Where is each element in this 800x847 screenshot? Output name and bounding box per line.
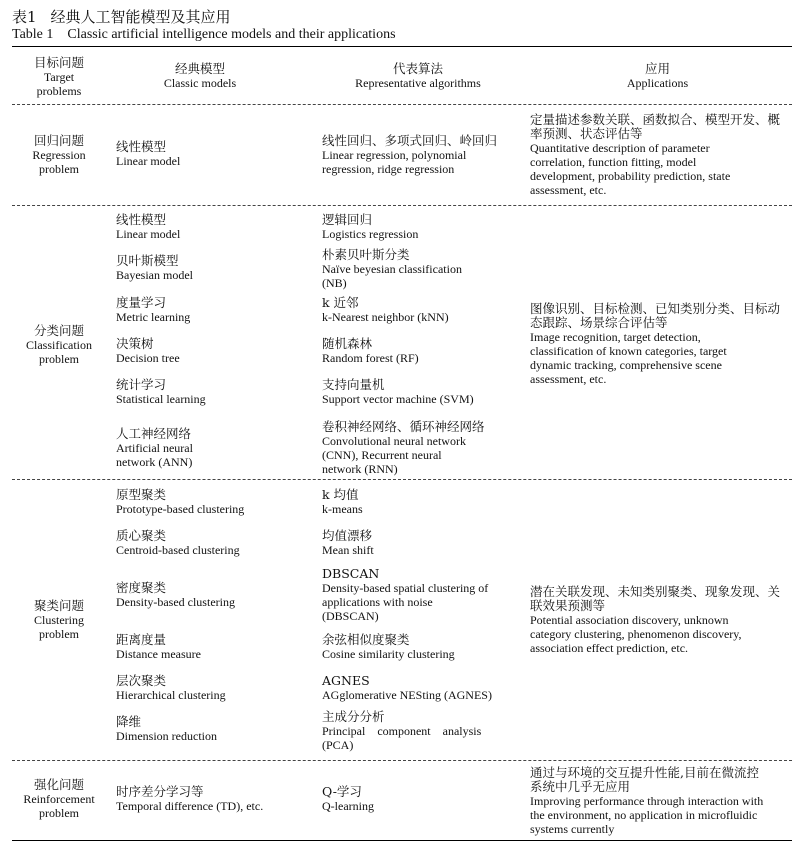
classification-algorithm-zh: 朴素贝叶斯分类 — [322, 247, 410, 262]
classification-algorithm-en: Naïve beyesian classification — [322, 262, 462, 276]
clustering-model-en: Hierarchical clustering — [116, 688, 226, 702]
header-algorithms — [318, 62, 518, 90]
classification-model-row — [116, 254, 193, 282]
classification-algorithm-en: k-Nearest neighbor (kNN) — [322, 310, 449, 324]
reinforcement-application — [530, 766, 792, 836]
header-target — [14, 56, 104, 98]
classification-algorithm-zh: k 近邻 — [322, 295, 359, 310]
clustering-model-row — [116, 633, 201, 661]
regression-rule — [12, 205, 792, 206]
regression-algorithm-en1: Linear regression, polynomial — [322, 148, 467, 162]
reinforcement-application-en3: systems currently — [530, 822, 615, 836]
classification-application-en2: classification of known categories, target — [530, 344, 727, 358]
classification-algorithm-en: Support vector machine (SVM) — [322, 392, 474, 406]
classification-model-row — [116, 337, 180, 365]
table-title-zh: 经典人工智能模型及其应用 — [50, 8, 231, 26]
clustering-model-zh: 密度聚类 — [116, 580, 167, 595]
reinforcement-algorithm — [322, 785, 522, 813]
regression-application-en2: correlation, function fitting, model — [530, 155, 697, 169]
clustering-model-zh: 层次聚类 — [116, 673, 167, 688]
classification-model-en2: network (ANN) — [116, 455, 193, 469]
clustering-target-en1: Clustering — [34, 613, 84, 627]
classification-model-row — [116, 378, 206, 406]
clustering-target-en2: problem — [39, 627, 79, 641]
classification-model-row — [116, 427, 193, 469]
classification-model-zh: 决策树 — [116, 336, 154, 351]
classification-application-en4: assessment, etc. — [530, 372, 607, 386]
reinforcement-application-en2: the environment, no application in microfluidic — [530, 808, 758, 822]
clustering-model-en: Dimension reduction — [116, 729, 217, 743]
regression-model — [116, 140, 306, 168]
clustering-model-en: Centroid-based clustering — [116, 543, 240, 557]
clustering-algorithm-en3: (DBSCAN) — [322, 609, 379, 623]
regression-model-zh: 线性模型 — [116, 139, 167, 154]
reinforcement-algorithm-zh: Q-学习 — [322, 784, 362, 799]
classification-model-en: Decision tree — [116, 351, 180, 365]
table-caption-zh — [12, 6, 231, 27]
classification-application-zh2: 态跟踪、场景综合评估等 — [530, 315, 668, 330]
regression-model-en: Linear model — [116, 154, 181, 168]
reinforcement-target-zh: 强化问题 — [33, 777, 84, 792]
clustering-algorithm-row — [322, 674, 492, 702]
regression-algorithm-en2: regression, ridge regression — [322, 162, 455, 176]
header-target-en2: problems — [36, 84, 82, 98]
classification-target-zh: 分类问题 — [33, 323, 84, 338]
classification-model-zh: 人工神经网络 — [116, 426, 192, 441]
classification-algorithm-row — [322, 378, 474, 406]
classification-application — [530, 302, 792, 386]
clustering-algorithm-zh: k 均值 — [322, 487, 359, 502]
regression-target-zh: 回归问题 — [33, 133, 84, 148]
classification-model-en: Artificial neural — [116, 441, 193, 455]
reinforcement-application-en1: Improving performance through interaction with — [530, 794, 764, 808]
regression-application — [530, 113, 792, 197]
reinforcement-model-en: Temporal difference (TD), etc. — [116, 799, 264, 813]
clustering-target — [14, 599, 104, 641]
reinforcement-algorithm-en: Q-learning — [322, 799, 374, 813]
regression-target-en2: problem — [39, 162, 79, 176]
classification-model-row — [116, 213, 180, 241]
reinforcement-application-zh1: 通过与环境的交互提升性能,目前在微流控 — [530, 765, 759, 780]
clustering-algorithm-row — [322, 710, 517, 752]
classification-algorithm-en: Convolutional neural network — [322, 434, 466, 448]
clustering-algorithm-zh: 余弦相似度聚类 — [322, 632, 410, 647]
clustering-application-zh1: 潜在关联发现、未知类别聚类、现象发现、关 — [530, 584, 781, 599]
header-applications-zh: 应用 — [644, 61, 670, 76]
reinforcement-target-en2: problem — [39, 806, 79, 820]
clustering-algorithm-en2: applications with noise — [322, 595, 433, 609]
classification-target — [14, 324, 104, 366]
reinforcement-target — [14, 778, 104, 820]
clustering-algorithm-zh: 均值漂移 — [322, 528, 373, 543]
header-rule — [12, 104, 792, 105]
table-caption-en — [12, 27, 396, 43]
regression-target-en1: Regression — [32, 148, 86, 162]
classification-algorithm-en: Logistics regression — [322, 227, 419, 241]
regression-application-zh1: 定量描述参数关联、函数拟合、模型开发、概 — [530, 112, 781, 127]
clustering-algorithm-en: Mean shift — [322, 543, 374, 557]
clustering-model-en: Density-based clustering — [116, 595, 235, 609]
reinforcement-model — [116, 785, 316, 813]
classification-algorithm-row — [322, 337, 419, 365]
clustering-model-zh: 质心聚类 — [116, 528, 167, 543]
classification-target-en1: Classification — [26, 338, 92, 352]
clustering-model-zh: 降维 — [116, 714, 142, 729]
regression-algorithm — [322, 134, 522, 176]
classification-algorithm-zh: 卷积神经网络、循环神经网络 — [322, 419, 485, 434]
clustering-algorithm-row — [322, 567, 517, 623]
header-models-en: Classic models — [163, 76, 237, 90]
classification-algorithm-en2: (NB) — [322, 276, 347, 290]
classification-algorithm-en: Random forest (RF) — [322, 351, 419, 365]
classification-application-en3: dynamic tracking, comprehensive scene — [530, 358, 722, 372]
clustering-model-row — [116, 715, 217, 743]
clustering-algorithm-en: k-means — [322, 502, 363, 516]
classification-model-zh: 线性模型 — [116, 212, 167, 227]
classification-model-en: Bayesian model — [116, 268, 193, 282]
classification-algorithm-row — [322, 420, 485, 476]
clustering-algorithm-en: Density-based spatial clustering of — [322, 581, 489, 595]
classification-model-en: Statistical learning — [116, 392, 206, 406]
header-algorithms-en: Representative algorithms — [355, 76, 481, 90]
classification-application-zh1: 图像识别、目标检测、已知类别分类、目标动 — [530, 301, 781, 316]
clustering-application-zh2: 联效果预测等 — [530, 598, 606, 613]
clustering-algorithm-en2: (PCA) — [322, 738, 354, 752]
regression-application-zh2: 率预测、状态评估等 — [530, 126, 643, 141]
classification-algorithm-zh: 支持向量机 — [322, 377, 385, 392]
header-models — [110, 62, 290, 90]
clustering-model-row — [116, 674, 226, 702]
classification-algorithm-en2: (CNN), Recurrent neural — [322, 448, 442, 462]
header-algorithms-zh: 代表算法 — [392, 61, 443, 76]
clustering-model-row — [116, 529, 240, 557]
regression-application-en3: development, probability prediction, state — [530, 169, 731, 183]
header-target-en1: Target — [43, 70, 75, 84]
clustering-target-zh: 聚类问题 — [33, 598, 84, 613]
clustering-model-en: Prototype-based clustering — [116, 502, 245, 516]
bottom-rule — [12, 840, 792, 841]
table-number-zh: 表1 — [12, 8, 37, 26]
classification-algorithm-row — [322, 296, 449, 324]
clustering-algorithm-zh: DBSCAN — [322, 566, 380, 581]
header-applications — [530, 62, 785, 90]
table-number-en: Table 1 — [12, 27, 54, 42]
classification-algorithm-row — [322, 213, 418, 241]
top-rule — [12, 46, 792, 47]
clustering-rule — [12, 760, 792, 761]
classification-model-zh: 贝叶斯模型 — [116, 253, 179, 268]
clustering-algorithm-row — [322, 633, 455, 661]
classification-model-row — [116, 296, 190, 324]
clustering-application — [530, 585, 792, 655]
regression-algorithm-zh: 线性回归、多项式回归、岭回归 — [322, 133, 498, 148]
table-title-en: Classic artificial intelligence models and their applications — [67, 27, 396, 42]
reinforcement-target-en1: Reinforcement — [23, 792, 95, 806]
clustering-algorithm-en: Principal component analysis — [322, 724, 482, 738]
classification-algorithm-row — [322, 248, 462, 290]
classification-model-en: Linear model — [116, 227, 181, 241]
clustering-application-en1: Potential association discovery, unknown — [530, 613, 729, 627]
clustering-model-row — [116, 581, 235, 609]
header-models-zh: 经典模型 — [174, 61, 225, 76]
clustering-model-zh: 距离度量 — [116, 632, 167, 647]
clustering-algorithm-row — [322, 488, 363, 516]
clustering-algorithm-en: Cosine similarity clustering — [322, 647, 455, 661]
clustering-application-en3: association effect prediction, etc. — [530, 641, 689, 655]
clustering-algorithm-row — [322, 529, 374, 557]
clustering-algorithm-en: AGglomerative NESting (AGNES) — [322, 688, 492, 702]
classification-model-zh: 度量学习 — [116, 295, 167, 310]
classification-application-en1: Image recognition, target detection, — [530, 330, 701, 344]
clustering-model-zh: 原型聚类 — [116, 487, 167, 502]
header-target-zh: 目标问题 — [33, 55, 84, 70]
clustering-algorithm-zh: 主成分分析 — [322, 709, 385, 724]
header-applications-en: Applications — [626, 76, 689, 90]
clustering-algorithm-zh: AGNES — [322, 673, 370, 688]
regression-application-en4: assessment, etc. — [530, 183, 607, 197]
reinforcement-application-zh2: 系统中几乎无应用 — [530, 779, 631, 794]
classification-algorithm-en3: network (RNN) — [322, 462, 398, 476]
clustering-model-en: Distance measure — [116, 647, 201, 661]
classification-target-en2: problem — [39, 352, 79, 366]
regression-application-en1: Quantitative description of parameter — [530, 141, 710, 155]
regression-target — [14, 134, 104, 176]
reinforcement-model-zh: 时序差分学习等 — [116, 784, 204, 799]
classification-rule — [12, 479, 792, 480]
clustering-model-row — [116, 488, 244, 516]
classification-model-zh: 统计学习 — [116, 377, 167, 392]
clustering-application-en2: category clustering, phenomenon discovery, — [530, 627, 742, 641]
classification-algorithm-zh: 随机森林 — [322, 336, 373, 351]
classification-algorithm-zh: 逻辑回归 — [322, 212, 373, 227]
classification-model-en: Metric learning — [116, 310, 191, 324]
